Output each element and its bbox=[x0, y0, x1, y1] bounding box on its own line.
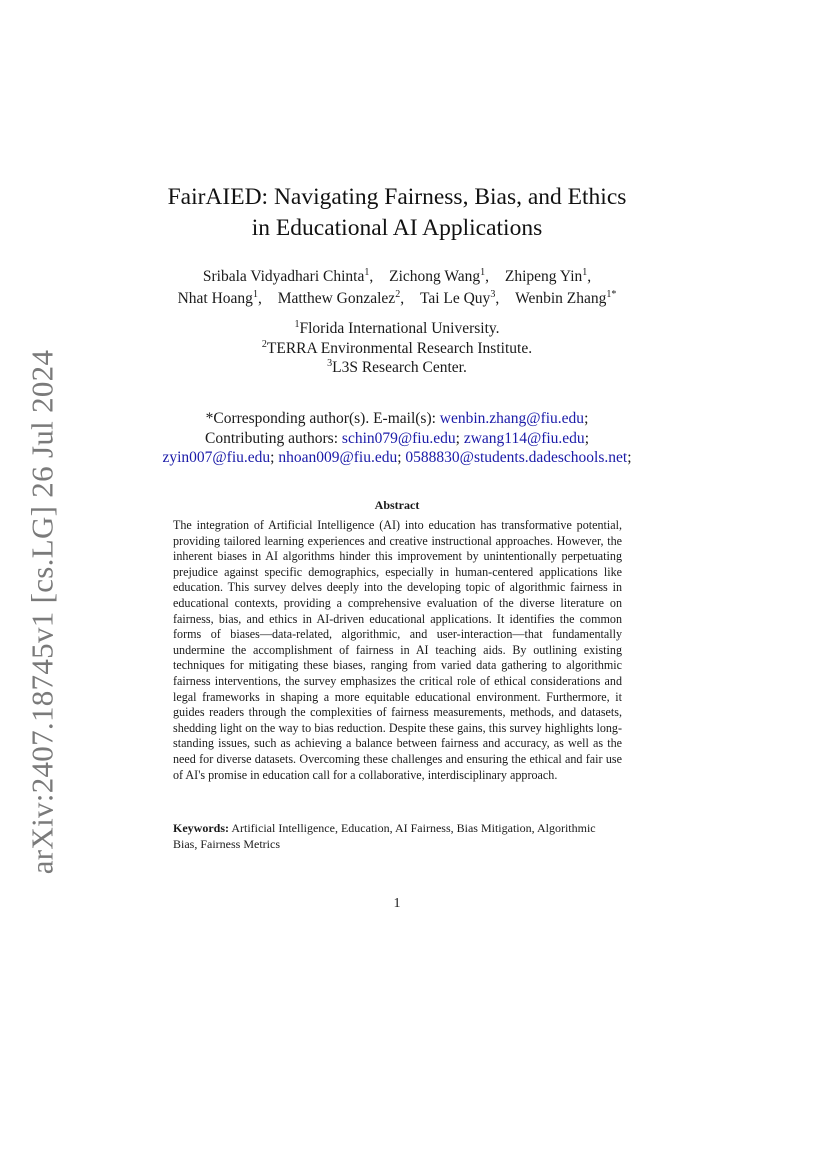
keywords bbox=[173, 821, 622, 852]
keywords-label: Keywords: bbox=[173, 821, 229, 835]
email-link[interactable]: zwang114@fiu.edu bbox=[463, 429, 585, 447]
contributing-authors-line: Contributing authors: schin079@fiu.edu; zwang114@fiu.edu; bbox=[204, 429, 589, 447]
email-link[interactable]: schin079@fiu.edu bbox=[341, 429, 456, 447]
affiliation: $^3$L3S Research Center. bbox=[327, 358, 467, 376]
author: Zichong Wang$^1$, bbox=[389, 267, 490, 285]
author: Matthew Gonzalez$^2$, bbox=[277, 289, 405, 307]
abstract-text: The integration of Artificial Intelligence (AI) into education has transformative potential, providing tailored learning experiences and creative instructional approaches. However, the inherent biases in AI algorithms hinder this improvement by unintentionally perpetuating prejudice against specific demographics, especially in human-centered applications like education. This survey delves deeply into the developing topic of algorithmic fairness in educational contexts, providing a comprehensive evaluation of the diverse literature on fairness, bias, and ethics in AI-driven educational applications. It identifies the common forms of biases—data-related, algorithmic, and user-interaction—that fundamentally undermine the accomplishment of fairness in AI teaching aids. By outlining existing techniques for mitigating these biases, ranging from varied data gathering to algorithmic fairness interventions, the survey emphasizes the critical role of ethical considerations and legal frameworks in shaping a more equitable educational environment. Furthermore, it guides readers through the complexities of fairness measurements, methods, and datasets, shedding light on the way to bias reduction. Despite these gains, this survey highlights long-standing issues, such as achieving a balance between fairness and accuracy, as well as the need for diverse datasets. Overcoming these challenges and ensuring the ethical and fair use of AI's promise in education call for a collaborative, interdisciplinary approach. bbox=[173, 518, 622, 782]
author-line-2 bbox=[120, 288, 674, 310]
email-link[interactable]: 0588830@students.dadeschools.net bbox=[405, 449, 628, 466]
arxiv-identifier: arXiv:2407.18745v1 [cs.LG] 26 Jul 2024 bbox=[24, 349, 60, 875]
title-line-2: in Educational AI Applications bbox=[251, 215, 543, 241]
contributing-authors-line: zyin007@fiu.edu; nhoan009@fiu.edu; 0588830@students.dadeschools.net; bbox=[162, 449, 632, 466]
keywords-text: Artificial Intelligence, Education, AI Fairness, Bias Mitigation, Algorithmic Bias, Fairness Metrics bbox=[173, 821, 596, 851]
title-line-1: FairAIED: Navigating Fairness, Bias, and Ethics bbox=[167, 184, 627, 210]
author: Zhipeng Yin$^1$, bbox=[504, 267, 592, 285]
affiliations bbox=[120, 319, 674, 378]
paper-title bbox=[120, 182, 674, 244]
email-link[interactable]: zyin007@fiu.edu bbox=[162, 449, 271, 466]
author: Wenbin Zhang$^{1*}$ bbox=[515, 289, 617, 307]
author: Sribala Vidyadhari Chinta$^1$, bbox=[202, 267, 374, 285]
email-link[interactable]: nhoan009@fiu.edu bbox=[278, 449, 398, 466]
corresponding-author-line: *Corresponding author(s). E-mail(s): wenbin.zhang@fiu.edu; bbox=[205, 410, 589, 427]
author: Tai Le Quy$^3$, bbox=[419, 289, 500, 307]
email-link[interactable]: wenbin.zhang@fiu.edu bbox=[439, 410, 585, 427]
page-number: 1 bbox=[393, 896, 401, 911]
affiliation: $^1$Florida International University. bbox=[294, 319, 500, 337]
author: Nhat Hoang$^1$, bbox=[177, 289, 262, 307]
author-line-1 bbox=[120, 266, 674, 288]
arxiv-side-stamp bbox=[22, 349, 62, 875]
correspondence-block bbox=[96, 409, 698, 468]
affiliation: $^2$TERRA Environmental Research Institute. bbox=[261, 338, 533, 357]
abstract-heading: Abstract bbox=[374, 498, 420, 512]
author-list bbox=[120, 266, 674, 310]
